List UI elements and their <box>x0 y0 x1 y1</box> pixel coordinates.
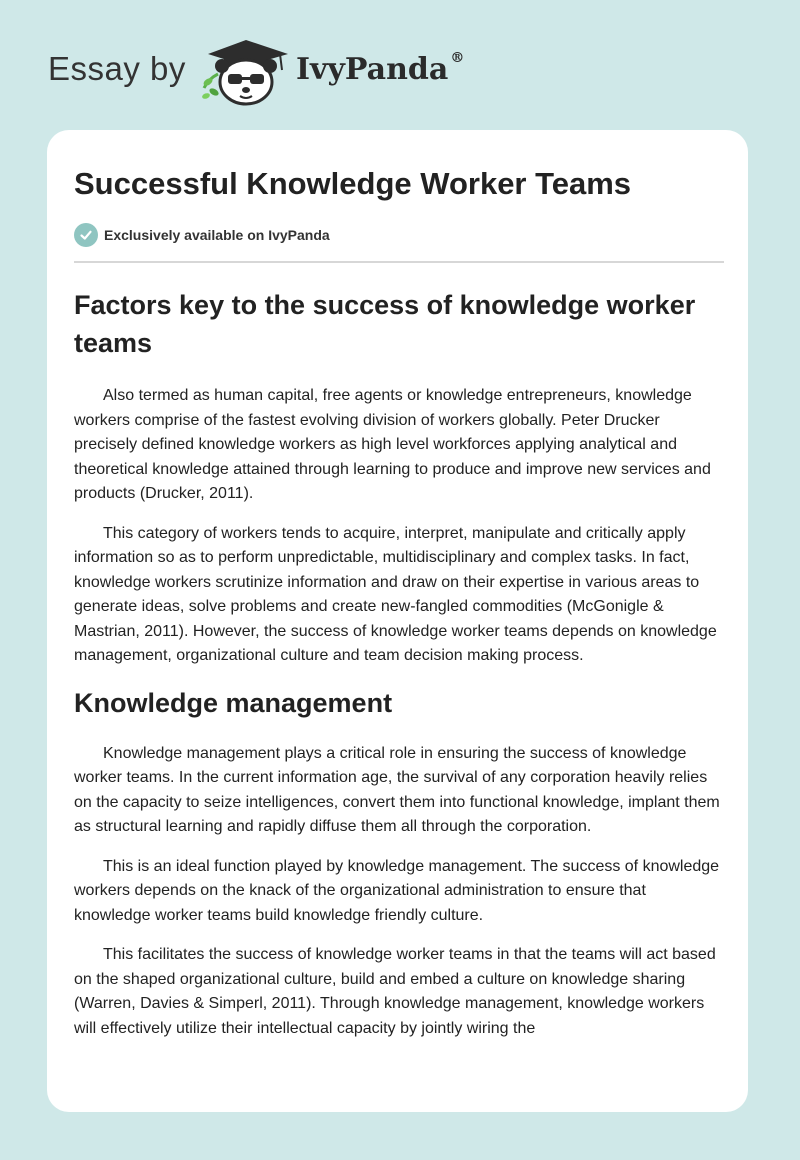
section-heading: Knowledge management <box>74 687 393 718</box>
page-title: Successful Knowledge Worker Teams <box>74 166 632 201</box>
brand-name[interactable] <box>296 52 464 87</box>
paragraph: This facilitates the success of knowledge worker teams in that the teams will act based on the shaped organizational culture, build and embed a culture on knowledge sharing (Warren, Davies & Simperl, 2011). Through knowledge management, knowledge workers will effectively utilize their intellectual capacity by jointly wiring the <box>74 946 716 1037</box>
essay-body <box>74 280 724 1056</box>
section-heading: Factors key to the success of knowledge worker teams <box>74 290 696 358</box>
exclusive-badge <box>74 222 330 248</box>
registered-mark: ® <box>450 50 465 66</box>
title-divider <box>74 261 724 263</box>
section-knowledge-management <box>74 684 724 1042</box>
site-header <box>0 0 800 120</box>
panda-graduate-icon[interactable] <box>200 36 292 108</box>
essay-by-label: Essay by <box>48 50 186 87</box>
paragraph: Knowledge management plays a critical role in ensuring the success of knowledge worker teams. In the current information age, the survival of any corporation heavily relies on the capacity to seize intelligences, convert them into functional knowledge, implant them as structural learning and rapidly diffuse them all through the corporation. <box>74 744 720 835</box>
essay-card <box>47 130 748 1112</box>
paragraph: This is an ideal function played by knowledge management. The success of knowledge workers depends on the knack of the organizational administration to ensure that knowledge worker teams build knowledge friendly culture. <box>74 857 720 924</box>
paragraph: This category of workers tends to acquire, interpret, manipulate and critically apply information so as to perform unpredictable, multidisciplinary and complex tasks. In fact, knowledge workers scrutinize information and draw on their expertise in various areas to generate ideas, solve problems and create new-fangled commodities (McGonigle & Mastrian, 2011). However, the success of knowledge worker teams depends on knowledge management, organizational culture and team decision making process. <box>74 524 717 664</box>
check-circle-icon <box>74 223 98 247</box>
exclusive-label: Exclusively available on IvyPanda <box>104 227 330 243</box>
brand-text: IvyPanda <box>296 52 449 87</box>
section-factors <box>74 286 724 669</box>
paragraph: Also termed as human capital, free agents or knowledge entrepreneurs, knowledge workers comprise of the fastest evolving division of workers globally. Peter Drucker precisely defined knowledge workers as high level workforces applying analytical and theoretical knowledge attained through learning to produce and improve new services and products (Drucker, 2011). <box>74 387 711 502</box>
